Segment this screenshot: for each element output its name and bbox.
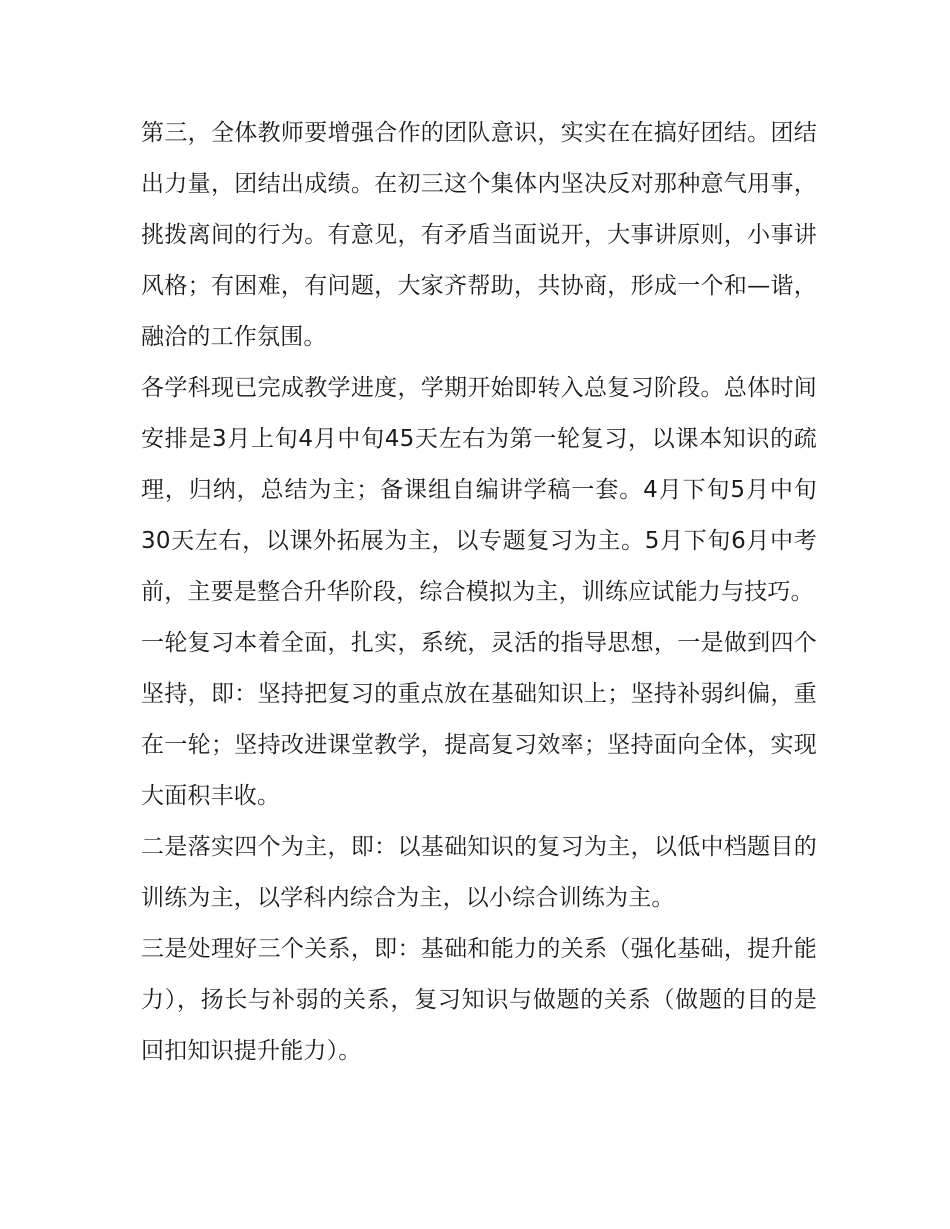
paragraph-three-relationships: 三是处理好三个关系，即：基础和能力的关系（强化基础，提升能力），扬长与补弱的关系，复习知识与做题的关系（做题的目的是回扣知识提升能力）。 xyxy=(141,936,817,1064)
paragraph-first-round-review: 一轮复习本着全面，扎实，系统，灵活的指导思想，一是做到四个坚持，即：坚持把复习的重点放在基础知识上；坚持补弱纠偏，重在一轮；坚持改进课堂教学，提高复习效率；坚持面向全体，实现大面积丰收。 xyxy=(141,630,817,809)
paragraph-four-focuses: 二是落实四个为主，即：以基础知识的复习为主，以低中档题目的训练为主，以学科内综合为主，以小综合训练为主。 xyxy=(141,834,817,911)
paragraph-team-cooperation: 第三，全体教师要增强合作的团队意识，实实在在搞好团结。团结出力量，团结出成绩。在初三这个集体内坚决反对那种意气用事，挑拨离间的行为。有意见，有矛盾当面说开，大事讲原则，小事讲风格；有困难，有问题，大家齐帮助，共协商，形成一个和—谐，融洽的工作氛围。 xyxy=(141,120,817,350)
document-body xyxy=(141,108,817,1077)
paragraph-review-schedule: 各学科现已完成教学进度，学期开始即转入总复习阶段。总体时间安排是3月上旬4月中旬45天左右为第一轮复习，以课本知识的疏理，归纳，总结为主；备课组自编讲学稿一套。4月下旬5月中旬30天左右，以课外拓展为主，以专题复习为主。5月下旬6月中考前，主要是整合升华阶段，综合模拟为主，训练应试能力与技巧。 xyxy=(141,375,817,605)
